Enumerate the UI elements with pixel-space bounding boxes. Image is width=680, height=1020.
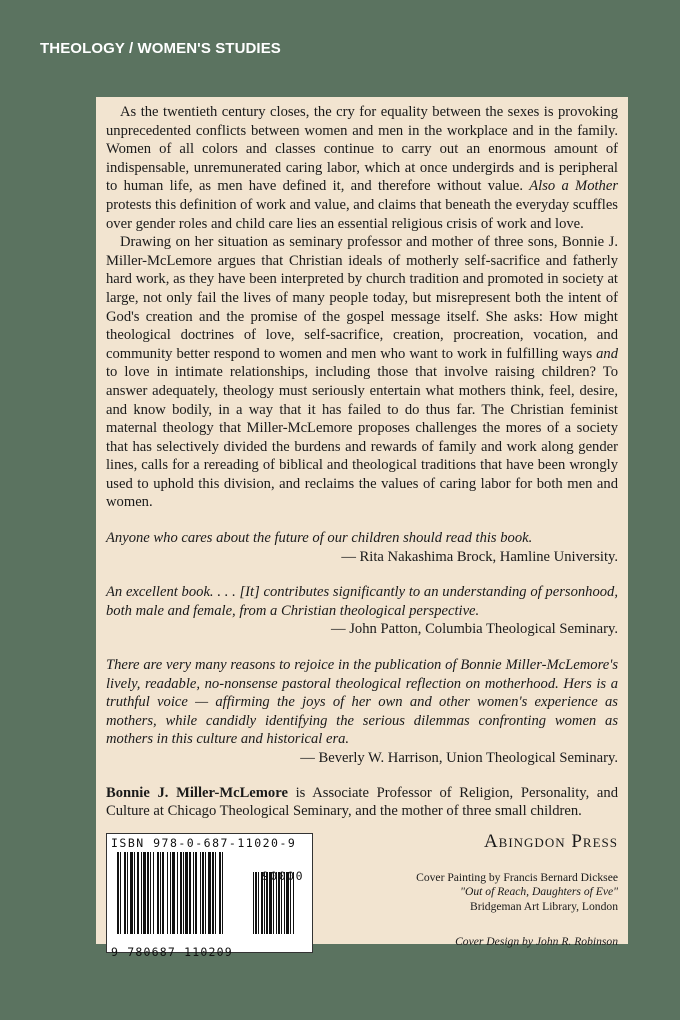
barcode-bar	[222, 852, 223, 934]
credit-line: Bridgeman Art Library, London	[469, 899, 618, 913]
barcode-digits: 9 780687 110209	[111, 945, 233, 960]
barcode-bar	[172, 852, 175, 934]
endorsement-attribution: — John Patton, Columbia Theological Seminary.	[331, 621, 618, 638]
description-paragraph-1	[106, 103, 618, 233]
author-name: Bonnie J. Miller-McLemore	[106, 784, 288, 801]
credit-line: Cover Painting by Francis Bernard Dicksee	[416, 870, 618, 884]
barcode-bar	[167, 852, 168, 934]
barcode-bar	[195, 852, 197, 934]
barcode-bar	[117, 852, 119, 934]
author-bio	[106, 784, 618, 821]
barcode-addon-bar	[253, 872, 254, 934]
barcode-bar	[153, 852, 154, 934]
barcode-bars-area	[111, 850, 308, 944]
barcode-bar	[183, 852, 184, 934]
barcode-addon-bar	[255, 872, 257, 934]
description-text: Drawing on her situation as seminary professor and mother of three sons, Bonnie J. Miller-McLemore argues that Christian ideals of motherly self-sacrifice and fatherly hard work, as they have been interpreted by church tradition and promoted in society at large, not only fail the lives of many people today, but misrepresent both the intent of God's creation and the promise of the gospel message itself. She asks: How might theological doctrines of love, self-sacrifice, creation, procreation, vocation, and community better respond to women and men who want to work in fulfilling ways	[106, 234, 618, 362]
barcode-bar	[189, 852, 191, 934]
barcode-bar	[160, 852, 161, 934]
description-text: to love in intimate relationships, including those that involve raising children? To answer adequately, theology must seriously entertain what mothers think, feel, desire, and know bodily, in a way that it has failed to do thus far. The Christian feminist maternal theology that Miller-McLemore proposes challenges the mores of a society that has selectively divided the burdens and rewards of family and work along gender lines, calls for a rereading of biblical and theological traditions that have been wrongly used to uphold this division, and reclaims the values of caring labor for both men and women.	[106, 364, 618, 511]
barcode-bar	[147, 852, 149, 934]
barcode-bar	[157, 852, 159, 934]
book-title: Also a Mother	[529, 178, 618, 195]
barcode-bar	[170, 852, 171, 934]
barcode-addon-code: 90000	[261, 868, 304, 883]
barcode-bar	[120, 852, 121, 934]
barcode-block	[106, 833, 313, 960]
barcode-addon-bar	[258, 872, 259, 934]
description-text: protests this definition of work and value, and claims that beneath the everyday scuffles over gender roles and child care lies an essential religious crisis of work and love.	[106, 196, 618, 232]
barcode-bar	[200, 852, 201, 934]
endorsement-attribution: — Rita Nakashima Brock, Hamline University.	[341, 548, 618, 565]
barcode-bar	[219, 852, 221, 934]
barcode-bar	[212, 852, 214, 934]
endorsement-quote: An excellent book. . . . [It] contributes significantly to an understanding of personhood, both male and female, from a Christian theological perspective.	[106, 584, 618, 619]
barcode-bar	[150, 852, 151, 934]
endorsement-quote: Anyone who cares about the future of our children should read this book.	[106, 530, 533, 547]
barcode-bar	[124, 852, 126, 934]
description-text: As the twentieth century closes, the cry for equality between the sexes is provoking unprecedented conflicts between women and men in the workplace and in the family. Women of all colors and classes continue to carry out an enormous amount of indispensable, unremunerated caring labor, which at once undergirds and is peripheral to human life, as men have defined it, and therefore without value.	[106, 104, 618, 195]
endorsement-attribution: — Beverly W. Harrison, Union Theological Seminary.	[300, 750, 618, 766]
barcode-bar	[143, 852, 146, 934]
bottom-section	[106, 830, 618, 963]
credit-painting-title: "Out of Reach, Daughters of Eve"	[460, 885, 618, 899]
barcode-bar	[177, 852, 178, 934]
cover-design-credit: Cover Design by John R. Robinson	[455, 934, 618, 948]
cover-credits	[416, 871, 618, 915]
author-bio-text: is Associate Professor of Religion, Personality, and Culture at Chicago Theological Seminary, and the mother of three small children.	[106, 784, 619, 820]
back-cover-panel	[96, 97, 628, 960]
barcode-bar	[162, 852, 164, 934]
barcode-bar	[137, 852, 139, 934]
emphasis: and	[596, 345, 618, 362]
barcode-bar	[205, 852, 206, 934]
barcode-bar	[180, 852, 182, 934]
endorsement-quote: There are very many reasons to rejoice in the publication of Bonnie Miller-McLemore's lively, readable, no-nonsense pastoral theological reflection on motherhood. Hers is a truthful voice — affirming the joys of her own and other women's experience as mothers, while candidly identifying the serious dilemmas confronting women as mothers in this culture and historical era.	[106, 657, 618, 748]
barcode-bar	[202, 852, 204, 934]
barcode-bar	[185, 852, 188, 934]
barcode-bar	[215, 852, 216, 934]
barcode-bar	[141, 852, 142, 934]
category-label: THEOLOGY / WOMEN'S STUDIES	[40, 40, 281, 57]
publisher-name: Abingdon Press	[483, 830, 618, 852]
barcode-bar	[208, 852, 211, 934]
isbn-text: ISBN 978-0-687-11020-9	[111, 835, 297, 850]
barcode-bar	[134, 852, 135, 934]
description-paragraph-2	[106, 233, 618, 512]
barcode-bar	[130, 852, 133, 934]
barcode-image	[111, 850, 308, 938]
barcode-bar	[127, 852, 128, 934]
barcode-bar	[193, 852, 194, 934]
